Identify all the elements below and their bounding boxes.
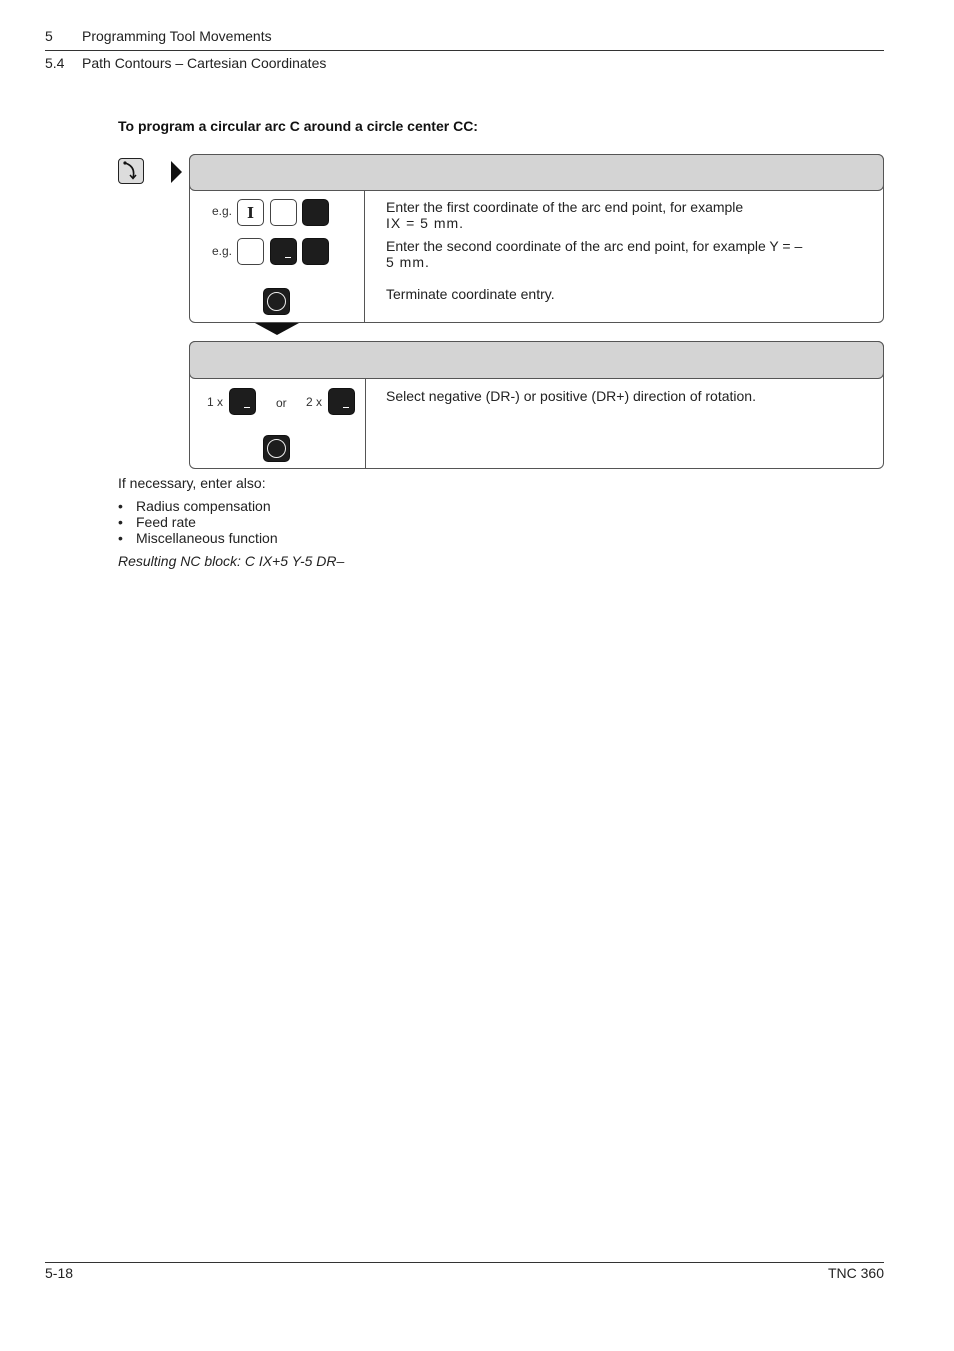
minus-icon [343, 407, 349, 409]
product-name: TNC 360 [827, 1265, 884, 1281]
down-arrow-icon [255, 323, 299, 335]
ent-key[interactable] [263, 435, 290, 462]
section-number: 5.4 [45, 55, 65, 71]
minus-icon [285, 257, 291, 259]
list-item: • Miscellaneous function [118, 530, 278, 546]
resulting-nc-block: Resulting NC block: C IX+5 Y-5 DR– [118, 553, 345, 569]
y-axis-key[interactable] [237, 238, 264, 265]
chapter-title: Programming Tool Movements [82, 28, 272, 44]
step2-divider [365, 379, 366, 468]
step1-dialog-bar [189, 154, 884, 191]
x-axis-key[interactable] [270, 199, 297, 226]
chapter-number: 5 [45, 28, 53, 44]
arc-c-key-icon [118, 158, 144, 184]
list-item: • Feed rate [118, 514, 278, 530]
i-key[interactable] [237, 199, 264, 226]
ent-key-icon [267, 439, 286, 458]
step1-row1-description [386, 199, 856, 231]
optional-entries-intro: If necessary, enter also: [118, 475, 266, 491]
step1-row1-description-line2: IX = 5 mm. [386, 215, 465, 231]
procedure-heading: To program a circular arc C around a circle center CC: [118, 118, 478, 134]
step1-row1-description-line1: Enter the first coordinate of the arc end point, for example [386, 199, 744, 215]
ent-key[interactable] [263, 288, 290, 315]
ent-key-icon [267, 292, 286, 311]
step2-description: Select negative (DR-) or positive (DR+) direction of rotation. [386, 388, 756, 404]
optional-entries-list [118, 498, 278, 546]
section-title: Path Contours – Cartesian Coordinates [82, 55, 327, 71]
triangle-right-icon [171, 161, 182, 183]
step1-row2-description [386, 238, 856, 270]
minus-key[interactable] [328, 388, 355, 415]
step1-row1-prefix: e.g. [212, 204, 233, 218]
i-key-label: I [246, 204, 255, 222]
minus-icon [244, 407, 250, 409]
footer-rule [45, 1262, 884, 1263]
step1-divider [364, 191, 365, 322]
digit-5-key[interactable] [302, 238, 329, 265]
step1-row2-description-line2: 5 mm. [386, 254, 430, 270]
list-item: • Radius compensation [118, 498, 278, 514]
step1-enter-description: Terminate coordinate entry. [386, 286, 555, 302]
step1-row2-prefix: e.g. [212, 244, 233, 258]
step2-or-label: or [276, 396, 287, 410]
digit-5-key[interactable] [302, 199, 329, 226]
step1-row2-description-line1: Enter the second coordinate of the arc end point, for example Y = – [386, 238, 803, 254]
page-number: 5-18 [45, 1265, 74, 1281]
step2-dialog-bar [189, 341, 884, 379]
minus-key[interactable] [229, 388, 256, 415]
step2-option1-prefix: 1 x [207, 395, 224, 409]
minus-key[interactable] [270, 238, 297, 265]
header-rule [45, 50, 884, 51]
step2-option2-prefix: 2 x [306, 395, 323, 409]
